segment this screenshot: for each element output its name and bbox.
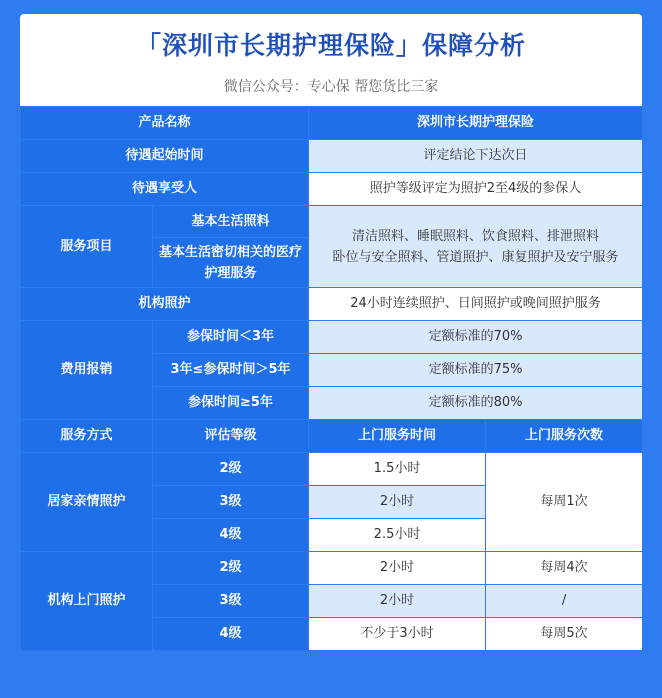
- table-row: [21, 140, 643, 173]
- table-row: [21, 321, 643, 354]
- visit-count-cell: /: [486, 585, 643, 618]
- basic-care-label: 基本生活照料: [153, 206, 309, 238]
- table-row: [21, 420, 643, 453]
- level-cell: 3级: [153, 585, 309, 618]
- visit-time-cell: 不少于3小时: [309, 618, 486, 651]
- start-time-value: 评定结论下达次日: [309, 140, 643, 173]
- header: [20, 14, 642, 106]
- service-items-value: [309, 206, 643, 288]
- table-row: [21, 107, 643, 140]
- page-title: 「深圳市长期护理保险」保障分析: [135, 31, 526, 60]
- home-care-label: 居家亲情照护: [21, 453, 153, 552]
- level-header: 评估等级: [153, 420, 309, 453]
- visit-time-cell: 2.5小时: [309, 519, 486, 552]
- product-name-label: 产品名称: [21, 107, 309, 140]
- visit-time-header: 上门服务时间: [309, 420, 486, 453]
- service-items-line: 卧位与安全照料、管道照护、康复照护及安宁服务: [332, 249, 619, 265]
- table-row: [21, 173, 643, 206]
- table-row: [21, 552, 643, 585]
- home-care-count: 每周1次: [486, 453, 643, 552]
- start-time-label: 待遇起始时间: [21, 140, 309, 173]
- service-items-line: 清洁照料、睡眠照料、饮食照料、排泄照料: [352, 228, 600, 244]
- table-row: [21, 453, 643, 486]
- beneficiary-value: 照护等级评定为照护2至4级的参保人: [309, 173, 643, 206]
- product-name-value: 深圳市长期护理保险: [309, 107, 643, 140]
- visit-time-cell: 2小时: [309, 486, 486, 519]
- level-cell: 4级: [153, 519, 309, 552]
- institution-visit-label: 机构上门照护: [21, 552, 153, 651]
- institution-care-label: 机构照护: [21, 288, 309, 321]
- visit-time-cell: 2小时: [309, 585, 486, 618]
- coverage-table: [20, 106, 643, 651]
- visit-time-cell: 1.5小时: [309, 453, 486, 486]
- level-cell: 3级: [153, 486, 309, 519]
- institution-care-value: 24小时连续照护、日间照护或晚间照护服务: [309, 288, 643, 321]
- medical-care-label: 基本生活密切相关的医疗护理服务: [153, 238, 309, 288]
- visit-time-cell: 2小时: [309, 552, 486, 585]
- level-cell: 2级: [153, 453, 309, 486]
- visit-count-header: 上门服务次数: [486, 420, 643, 453]
- table-row: [21, 206, 643, 238]
- beneficiary-label: 待遇享受人: [21, 173, 309, 206]
- reimbursement-condition: 参保时间≥5年: [153, 387, 309, 420]
- reimbursement-rate: 定额标准的75%: [309, 354, 643, 387]
- level-cell: 4级: [153, 618, 309, 651]
- reimbursement-condition: 参保时间＜3年: [153, 321, 309, 354]
- visit-count-cell: 每周4次: [486, 552, 643, 585]
- service-mode-header: 服务方式: [21, 420, 153, 453]
- visit-count-cell: 每周5次: [486, 618, 643, 651]
- page-subtitle: 微信公众号：专心保 帮您货比三家: [223, 79, 439, 95]
- reimbursement-label: 费用报销: [21, 321, 153, 420]
- reimbursement-rate: 定额标准的70%: [309, 321, 643, 354]
- table-row: [21, 288, 643, 321]
- service-items-label: 服务项目: [21, 206, 153, 288]
- reimbursement-rate: 定额标准的80%: [309, 387, 643, 420]
- level-cell: 2级: [153, 552, 309, 585]
- reimbursement-condition: 3年≤参保时间＞5年: [153, 354, 309, 387]
